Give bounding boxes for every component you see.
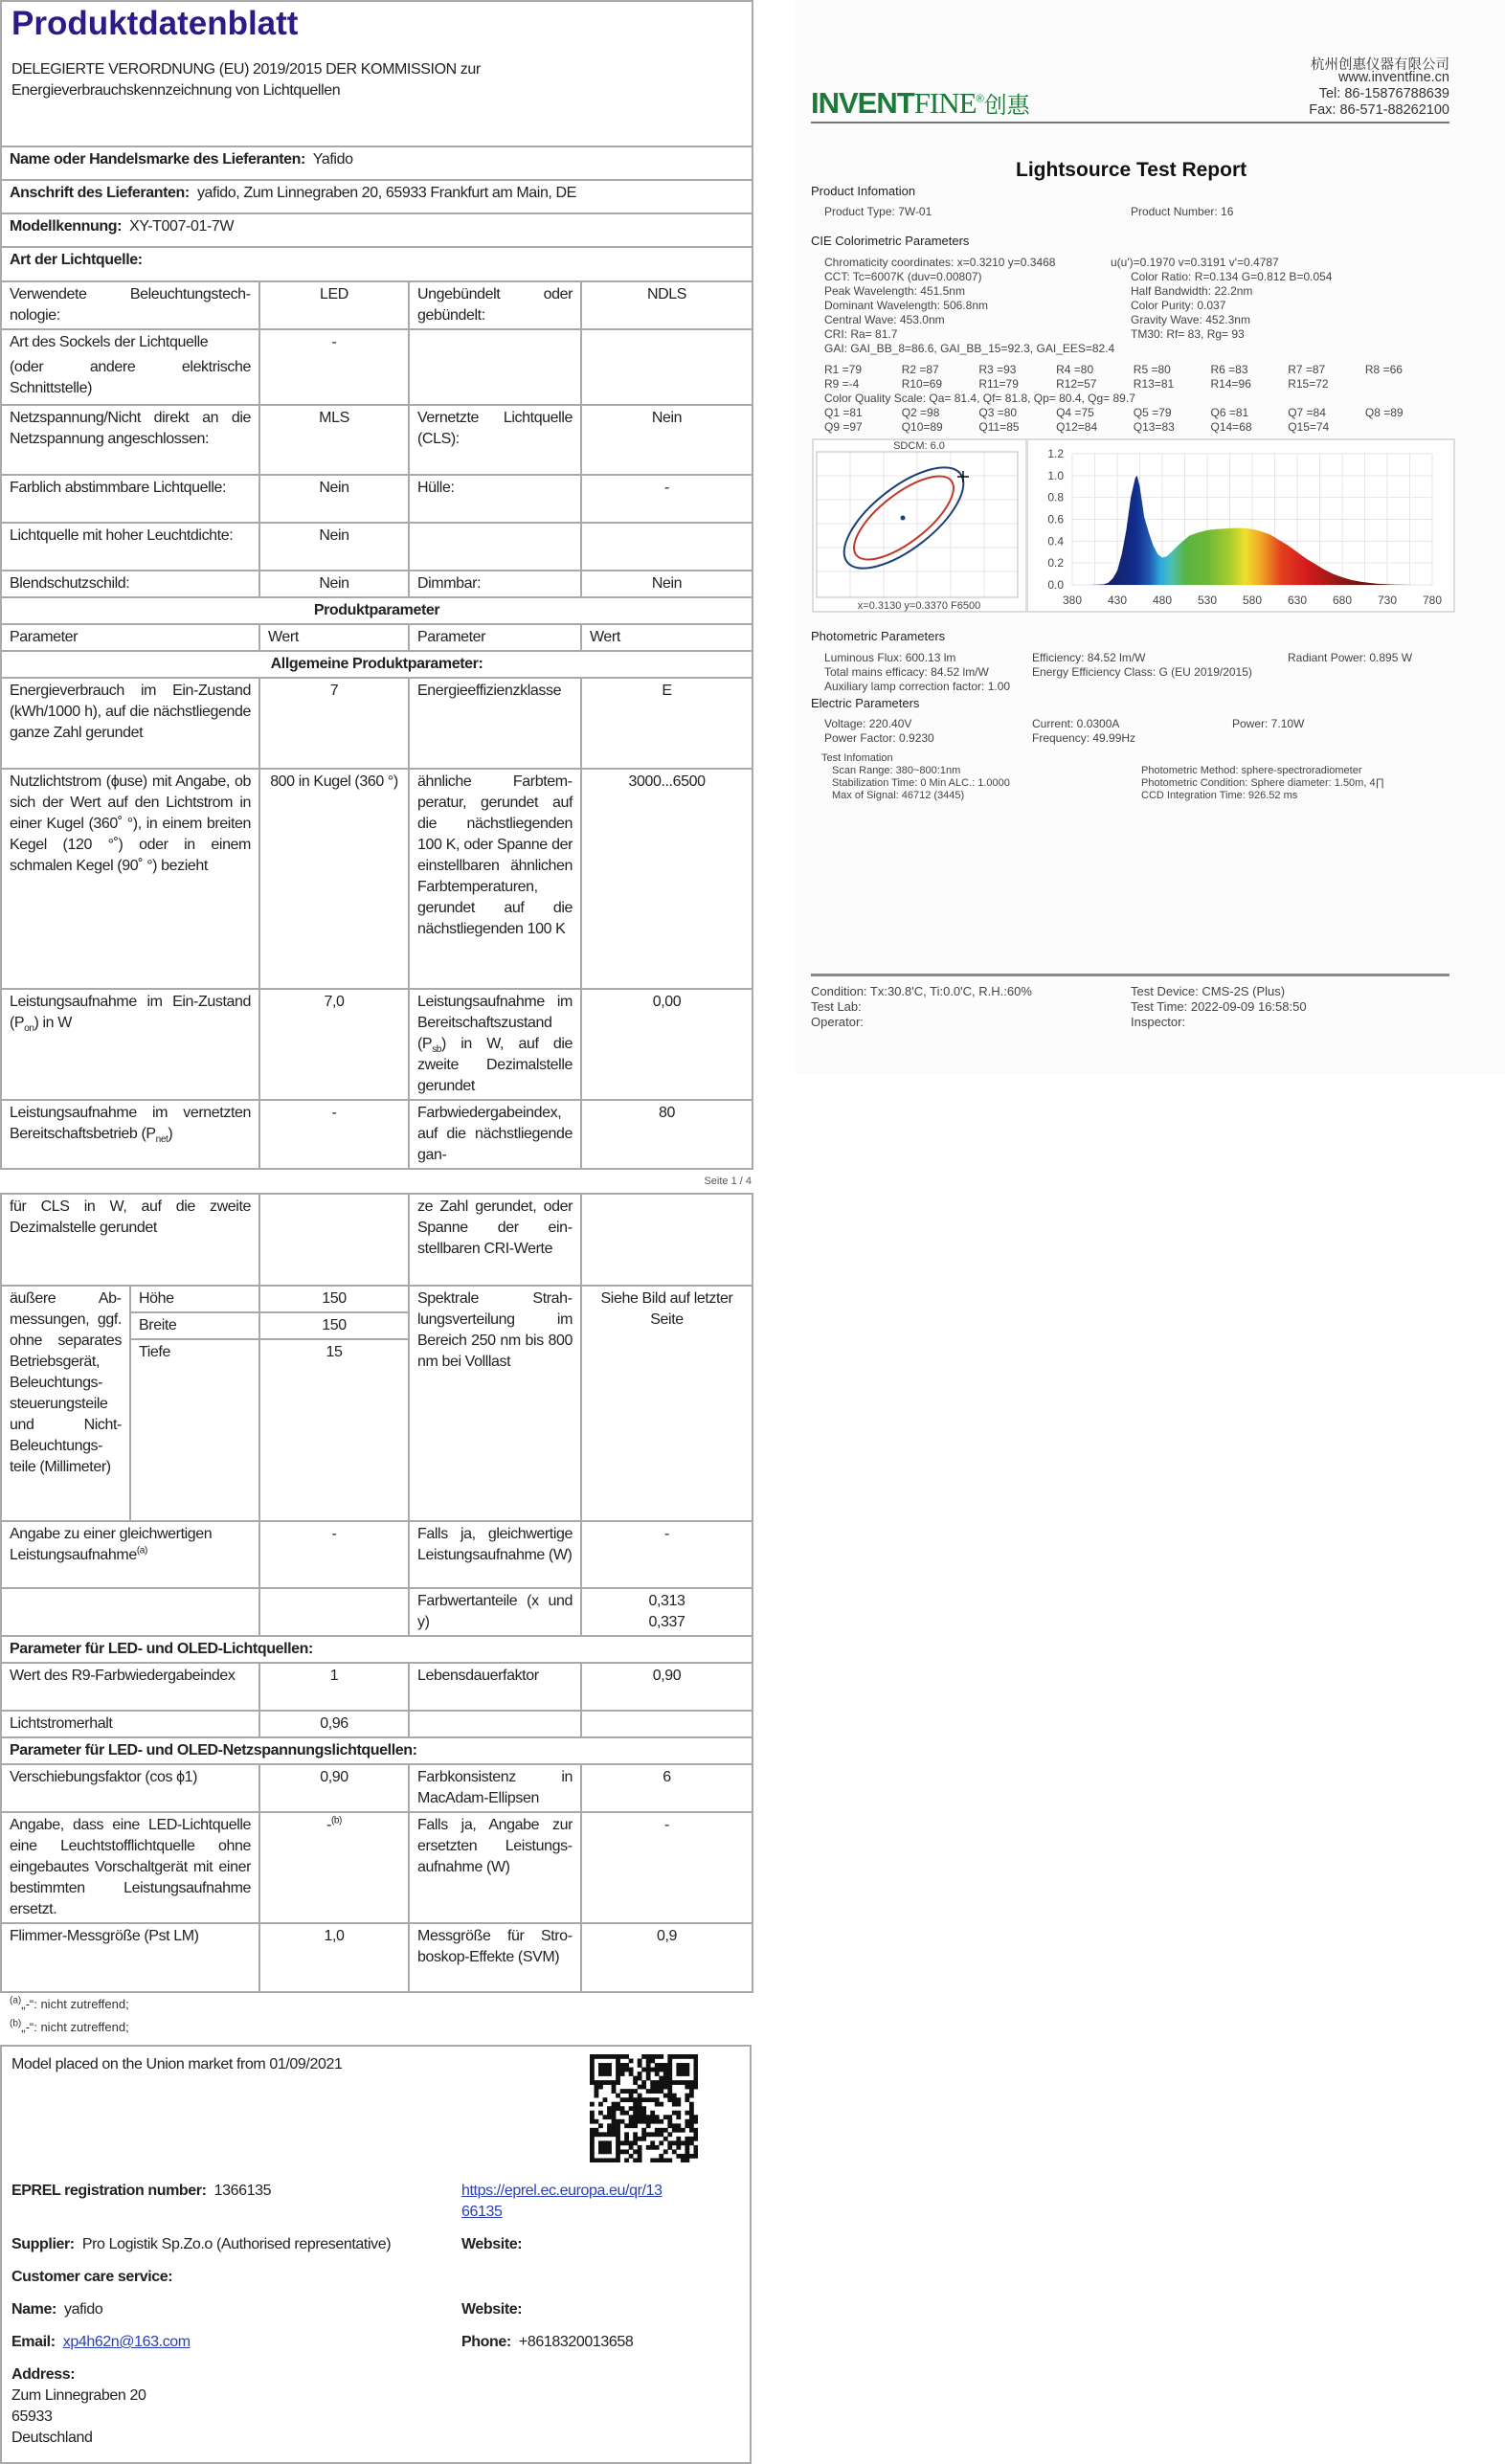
x-tick-label: 480 [1152,594,1173,607]
eprel-link-continued[interactable]: 66135 [461,2204,503,2220]
dimension-height-value: 150 [259,1286,409,1312]
sdcm-label: SDCM: 6.0 [893,440,945,452]
index-value: R5 =80 [1133,363,1171,376]
company-tel: Tel: 86-15876788639 [1318,86,1449,101]
cie-line: Central Wave: 453.0nm [824,313,945,326]
cell-value: 0,90 [581,1663,752,1711]
index-value: Q11=85 [978,420,1020,434]
table-row [1,1812,752,1923]
index-value: Q5 =79 [1133,406,1172,419]
column-header: Parameter [1,624,259,651]
cell-param: Vernetzte Lichtquelle (CLS): [409,405,581,475]
cell-value: Nein [581,571,752,597]
column-header-row [1,624,752,651]
footnote-mark: (b) [10,2018,22,2029]
cell-param: Farblich abstimmbare Lichtquelle: [1,475,259,523]
text: ) in W, auf die zweite Dezimalstelle gerundet [417,1036,573,1094]
cell-value: - [581,475,752,523]
supplier-address-label: Anschrift des Lieferanten: [10,185,190,201]
x-tick-label: 430 [1107,594,1128,607]
cell-empty [581,523,752,571]
chroma-x: 0,313 [648,1593,685,1609]
superscript: (a) [136,1545,147,1557]
supplier-name-value: Yafido [312,151,353,168]
column-header: Wert [581,624,752,651]
cell-param: Blendschutzschild: [1,571,259,597]
report-title: Lightsource Test Report [1016,159,1247,181]
cie-line: Chromaticity coordinates: x=0.3210 y=0.3468 [824,256,1056,269]
table-row [1,769,752,989]
footnote-text: „-“: nicht zutreffend; [21,2020,129,2034]
cell-value: 0,00 [581,989,752,1100]
text: ) in W [34,1015,72,1031]
index-value: R13=81 [1133,377,1175,391]
table-row [1,1923,752,1992]
stabilization: Stabilization Time: 0 Min ALC.: 1.0000 [832,777,1010,789]
index-value: R7 =87 [1288,363,1326,376]
cell-value: 800 in Kugel (360 °) [259,769,409,989]
cell-value: Siehe Bild auf letzter Seite [581,1286,752,1521]
table-row [1,329,752,405]
test-time: Test Time: 2022-09-09 16:58:50 [1131,999,1307,1014]
cell-param: Nutzlichtstrom (ϕuse) mit Angabe, ob sich der Wert auf den Lichtstrom in einer Kugel (360˚ °), in einem breiten Kegel (120 °˚) oder in einem schmalen Kegel (90˚ °) bezieht [1,769,259,989]
test-info-heading: Test Infomation [821,752,893,764]
superscript: (b) [330,1815,342,1826]
index-value: Q8 =89 [1364,406,1404,419]
address-line: Zum Linnegraben 20 [11,2387,146,2404]
product-number: Product Number: 16 [1131,205,1234,218]
cell-param: Verwendete Beleuchtungstechnologie: [1,281,259,329]
index-value: R14=96 [1210,377,1251,391]
cell-value: 3000...6500 [581,769,752,989]
address-line: 65933 [11,2408,53,2425]
scan-range: Scan Range: 380~800:1nm [832,765,961,776]
cie-line: Gravity Wave: 452.3nm [1131,313,1250,326]
test-device: Test Device: CMS-2S (Plus) [1131,984,1286,998]
table-row [1,1711,752,1737]
index-value: R8 =66 [1364,363,1403,376]
supplier-name-label: Name oder Handelsmarke des Lieferanten: [10,151,305,168]
dimensions-label: äußere Abmessungen, ggf. ohne separates Betriebsgerät, Beleuchtungssteuerungsteile und Nicht-Beleuchtungsteile (Millimeter) [1,1286,130,1521]
cell-param: ähnliche Farbtemperatur, gerundet auf die nächstliegenden 100 K, oder Spanne der einstellbaren ähnlichen Farbtemperaturen, gerundet auf die nächstliegenden 100 K [409,769,581,989]
index-value: Q3 =80 [978,406,1018,419]
cell-empty [581,329,752,405]
cie-line: CRI: Ra= 81.7 [824,327,898,341]
supplier-address-row [1,180,752,213]
cell-param: Flimmer-Messgröße (Pst LM) [1,1923,259,1992]
luminous-flux: Luminous Flux: 600.13 lm [824,651,956,664]
inspector: Inspector: [1131,1015,1186,1029]
index-value: Q14=68 [1210,420,1252,434]
page-title: Produktdatenblatt [11,5,299,42]
cell-value: 0,96 [259,1711,409,1737]
product-parameters-heading: Produktparameter [1,597,752,624]
table-row [1,281,752,329]
cell-param: Lebensdauerfaktor [409,1663,581,1711]
market-date: Model placed on the Union market from 01/09/2021 [11,2056,343,2072]
index-value: R1 =79 [824,363,863,376]
phone-label: Phone: [461,2334,511,2350]
footnote-a [0,1993,752,2016]
cell-param: Messgröße für Stroboskop-Effekte (SVM) [409,1923,581,1992]
cell-param: Verschiebungsfaktor (cos ϕ1) [1,1764,259,1812]
table-row [1,1663,752,1711]
cell-value: E [581,678,752,769]
index-value: Q10=89 [901,420,943,434]
model-row [1,213,752,247]
index-value: R10=69 [901,377,943,391]
eprel-number: 1366135 [213,2183,272,2199]
subscript: on [24,1023,34,1035]
text: Angabe zu einer gleichwertigen Leistungsaufnahme [10,1526,213,1563]
cell-param [1,329,259,405]
cell-empty [259,1588,409,1636]
dimension-width-value: 150 [259,1312,409,1339]
cie-line: CCT: Tc=6007K (duv=0.00807) [824,270,982,283]
cell-param: Farbwiedergabeindex, auf die nächstliegende gan- [409,1100,581,1169]
index-value: Q1 =81 [824,406,863,419]
cell-param: Lichtstromerhalt [1,1711,259,1737]
company-website: www.inventfine.cn [1337,70,1449,85]
table-row [1,1100,752,1169]
test-condition: Condition: Tx:30.8'C, Ti:0.0'C, R.H.:60% [811,984,1032,998]
regulation-line-1: DELEGIERTE VERORDNUNG (EU) 2019/2015 DER KOMMISSION zur [11,61,481,78]
energy-class: Energy Efficiency Class: G (EU 2019/2015) [1032,665,1252,679]
cell-empty [581,1711,752,1737]
y-tick-label: 0.4 [1047,534,1064,549]
cell-value: NDLS [581,281,752,329]
column-header: Parameter [409,624,581,651]
cie-line: Color Purity: 0.037 [1131,299,1226,312]
cie-line: u(u')=0.1970 v=0.3191 v'=0.4787 [1111,256,1279,269]
photometric-method: Photometric Method: sphere-spectroradiometer [1141,765,1362,776]
max-signal: Max of Signal: 46712 (3445) [832,790,965,801]
cell-empty [409,1711,581,1737]
column-header: Wert [259,624,409,651]
cell-param [1,989,259,1100]
cell-value: - [259,1100,409,1169]
index-value: R2 =87 [901,363,939,376]
table-row [1,1588,752,1636]
index-value: R12=57 [1056,377,1097,391]
index-value: R6 =83 [1210,363,1248,376]
address-label: Address: [11,2366,76,2383]
cell-value: Nein [259,475,409,523]
cell-value: Nein [259,571,409,597]
website-label: Website: [461,2236,523,2252]
chart-frame [1027,439,1454,612]
test-lab: Test Lab: [811,999,862,1014]
cell-value: LED [259,281,409,329]
measured-point [901,516,906,521]
efficiency: Efficiency: 84.52 lm/W [1032,651,1146,664]
cell-param [1,1100,259,1169]
cell-param: Netzspannung/Nicht direkt an die Netzspannung angeschlossen: [1,405,259,475]
cell-param: für CLS in W, auf die zweite Dezimalstelle gerundet [1,1194,259,1286]
table-row [1,1521,752,1588]
x-tick-label: 580 [1242,594,1263,607]
voltage: Voltage: 220.40V [824,717,912,730]
qr-code-icon [590,2054,698,2162]
model-value: XY-T007-01-7W [129,218,235,235]
cell-value: - [259,329,409,405]
email-link[interactable]: xp4h62n@163.com [62,2334,191,2350]
table-row [1,1194,752,1286]
x-tick-label: 680 [1332,594,1353,607]
cell-param: Ungebündelt oder gebündelt: [409,281,581,329]
cie-line: Color Ratio: R=0.134 G=0.812 B=0.054 [1131,270,1333,283]
cell-empty [259,1194,409,1286]
product-info-heading: Product Infomation [811,184,916,198]
table-row [1,405,752,475]
y-tick-label: 0.2 [1047,556,1064,571]
index-value: Q13=83 [1133,420,1175,434]
cie-line: GAI: GAI_BB_8=86.6, GAI_BB_15=92.3, GAI_EES=82.4 [824,342,1115,355]
light-source-type-heading: Art der Lichtquelle: [1,247,752,281]
header-divider [811,122,1449,123]
datasheet-table-page-2 [0,1193,753,1993]
name-value: yafido [64,2301,103,2318]
index-value: Q15=74 [1288,420,1330,434]
cell-param [409,989,581,1100]
color-quality-scale: Color Quality Scale: Qa= 81.4, Qf= 81.8, Qp= 80.4, Qg= 89.7 [824,392,1135,405]
cell-value: 80 [581,1100,752,1169]
footnote-b [0,2016,752,2039]
dimension-depth-label: Tiefe [130,1339,259,1521]
index-value: R3 =93 [978,363,1017,376]
supplier-label: Supplier: [11,2236,75,2252]
phone-value: +8618320013658 [518,2334,634,2350]
cie-line: TM30: Rf= 83, Rg= 93 [1131,327,1245,341]
sdcm-coordinates: x=0.3130 y=0.3370 F6500 [857,600,981,612]
name-label: Name: [11,2301,56,2318]
cell-value: - [581,1812,752,1923]
power: Power: 7.10W [1232,717,1305,730]
table-row [1,475,752,523]
cell-empty [409,329,581,405]
cell-param: Wert des R9-Farbwiedergabeindex [1,1663,259,1711]
index-value: Q7 =84 [1288,406,1326,419]
index-value: Q6 =81 [1210,406,1249,419]
model-label: Modellkennung: [10,218,123,235]
current: Current: 0.0300A [1032,717,1120,730]
cell-empty [1,1588,259,1636]
cell-param: Lichtquelle mit hoher Leuchtdichte: [1,523,259,571]
ccd-time: CCD Integration Time: 926.52 ms [1141,790,1298,801]
text: Leistungsaufnahme im vernetzten Bereitschaftsbetrieb (P [10,1105,251,1142]
footnote-text: „-“: nicht zutreffend; [21,1997,129,2011]
index-value: Q2 =98 [901,406,940,419]
x-tick-label: 730 [1377,594,1398,607]
dimension-depth-value: 15 [259,1339,409,1521]
product-datasheet [0,0,752,2464]
cell-value [581,1588,752,1636]
photometric-heading: Photometric Parameters [811,629,946,643]
inventfine-logo: INVENTFINE®创惠 [811,86,1030,120]
x-tick-label: 530 [1197,594,1218,607]
led-parameters-heading: Parameter für LED- und OLED-Lichtquellen: [1,1636,752,1663]
x-tick-label: 780 [1422,594,1443,607]
datasheet-table-page-1 [0,0,753,1170]
address-line: Deutschland [11,2430,93,2446]
table-row [1,989,752,1100]
customer-care-label: Customer care service: [11,2269,173,2285]
cell-value: 0,90 [259,1764,409,1812]
cell-param: Hülle: [409,475,581,523]
cell-value: - [581,1521,752,1588]
subscript: sb [432,1044,441,1056]
y-tick-label: 0.8 [1047,490,1064,504]
regulation-line-2: Energieverbrauchskennzeichnung von Lichtquellen [11,82,341,99]
cell-value: 7 [259,678,409,769]
mains-efficacy: Total mains efficacy: 84.52 lm/W [824,665,989,679]
text: ) [168,1126,173,1142]
index-value: Q4 =75 [1056,406,1094,419]
cie-heading: CIE Colorimetric Parameters [811,234,970,248]
photometric-condition: Photometric Condition: Sphere diameter: 1.50m, 4∏ [1141,777,1384,789]
dimension-height-label: Höhe [130,1286,259,1312]
cell-value [259,1812,409,1923]
socket-line-2: (oder andere elektrische Schnittstelle) [10,359,251,396]
company-name: 杭州创惠仪器有限公司 [1311,57,1449,73]
cell-param: Energieverbrauch im Ein-Zustand (kWh/1000 h), auf die nächstliegende ganze Zahl gerundet [1,678,259,769]
table-row [1,1286,752,1312]
cell-param: Farbwertanteile (x und y) [409,1588,581,1636]
mains-led-parameters-heading: Parameter für LED- und OLED-Netzspannungslichtquellen: [1,1737,752,1764]
cell-value: 1 [259,1663,409,1711]
cell-value: MLS [259,405,409,475]
table-row [1,678,752,769]
subscript: net [155,1134,168,1146]
supplier-name-row [1,146,752,180]
cell-param: Dimmbar: [409,571,581,597]
cell-value: 7,0 [259,989,409,1100]
cie-line: Dominant Wavelength: 506.8nm [824,299,988,312]
operator: Operator: [811,1015,864,1029]
cell-param: Energieeffizienzklasse [409,678,581,769]
electric-heading: Electric Parameters [811,696,920,710]
cell-value: Nein [259,523,409,571]
cell-value: 0,9 [581,1923,752,1992]
cell-param: Farbkonsistenz in MacAdam-Ellipsen [409,1764,581,1812]
cie-line: Half Bandwidth: 22.2nm [1131,284,1253,298]
index-value: R11=79 [978,377,1019,391]
power-factor: Power Factor: 0.9230 [824,731,934,745]
y-tick-label: 1.0 [1047,468,1064,482]
index-value: R15=72 [1288,377,1329,391]
supplier-value: Pro Logistik Sp.Zo.o (Authorised representative) [81,2236,392,2252]
chart-frame [813,439,1026,612]
email-label: Email: [11,2334,56,2350]
cell-param: Spektrale Strahlungsverteilung im Bereich 250 nm bis 800 nm bei Volllast [409,1286,581,1521]
index-value: Q12=84 [1056,420,1098,434]
socket-line-1: Art des Sockels der Lichtquelle [10,334,209,350]
cell-value: - [259,1521,409,1588]
text: Leistungsaufnahme im Ein-Zustand (P [10,994,251,1031]
cell-param: ze Zahl gerundet, oder Spanne der einstellbaren CRI-Werte [409,1194,581,1286]
website-label-2: Website: [461,2301,523,2318]
cell-value: 6 [581,1764,752,1812]
frequency: Frequency: 49.99Hz [1032,731,1136,745]
cell-empty [581,1194,752,1286]
cell-param: Angabe, dass eine LED-Lichtquelle eine Leuchtstofflichtquelle ohne eingebautes Vorschaltgerät mit einer bestimmten Leistungsaufnahme ersetzt. [1,1812,259,1923]
company-fax: Fax: 86-571-88262100 [1309,102,1449,118]
x-tick-label: 630 [1287,594,1308,607]
index-value: R9 =-4 [824,377,860,391]
y-tick-label: 1.2 [1047,447,1064,460]
aux-factor: Auxiliary lamp correction factor: 1.00 [824,680,1011,693]
footer-divider [811,974,1449,976]
table-row [1,571,752,597]
cell-param: Falls ja, gleichwertige Leistungsaufnahme (W) [409,1521,581,1588]
footnote-mark: (a) [10,1995,22,2006]
eprel-info-box [0,2045,752,2464]
eprel-label: EPREL registration number: [11,2183,207,2199]
sdcm-ellipse-chart [812,438,1027,613]
cell-value: Nein [581,405,752,475]
table-row [1,523,752,571]
dimension-width-label: Breite [130,1312,259,1339]
general-parameters-heading: Allgemeine Produktparameter: [1,651,752,678]
cell-param [1,1521,259,1588]
index-value: R4 =80 [1056,363,1094,376]
cie-line: Peak Wavelength: 451.5nm [824,284,965,298]
address-block [11,2364,740,2449]
y-tick-label: 0.0 [1047,578,1064,592]
cell-empty [409,523,581,571]
supplier-address-value: yafido, Zum Linnegraben 20, 65933 Frankfurt am Main, DE [196,185,576,201]
spectrum-chart [1027,438,1455,613]
cell-param: Falls ja, Angabe zur ersetzten Leistungsaufnahme (W) [409,1812,581,1923]
index-value: Q9 =97 [824,420,863,434]
y-tick-label: 0.6 [1047,512,1064,526]
cell-value: 1,0 [259,1923,409,1992]
chroma-y: 0,337 [648,1614,685,1630]
radiant-power: Radiant Power: 0.895 W [1288,651,1413,664]
text: - [326,1817,331,1833]
page-number: Seite 1 / 4 [704,1176,752,1187]
eprel-link[interactable]: https://eprel.ec.europa.eu/qr/13 [461,2183,663,2199]
x-tick-label: 380 [1062,594,1083,607]
product-type: Product Type: 7W-01 [824,205,932,218]
table-row [1,1764,752,1812]
text: Leistungsaufnahme im Bereitschaftszustand (P [417,994,573,1052]
